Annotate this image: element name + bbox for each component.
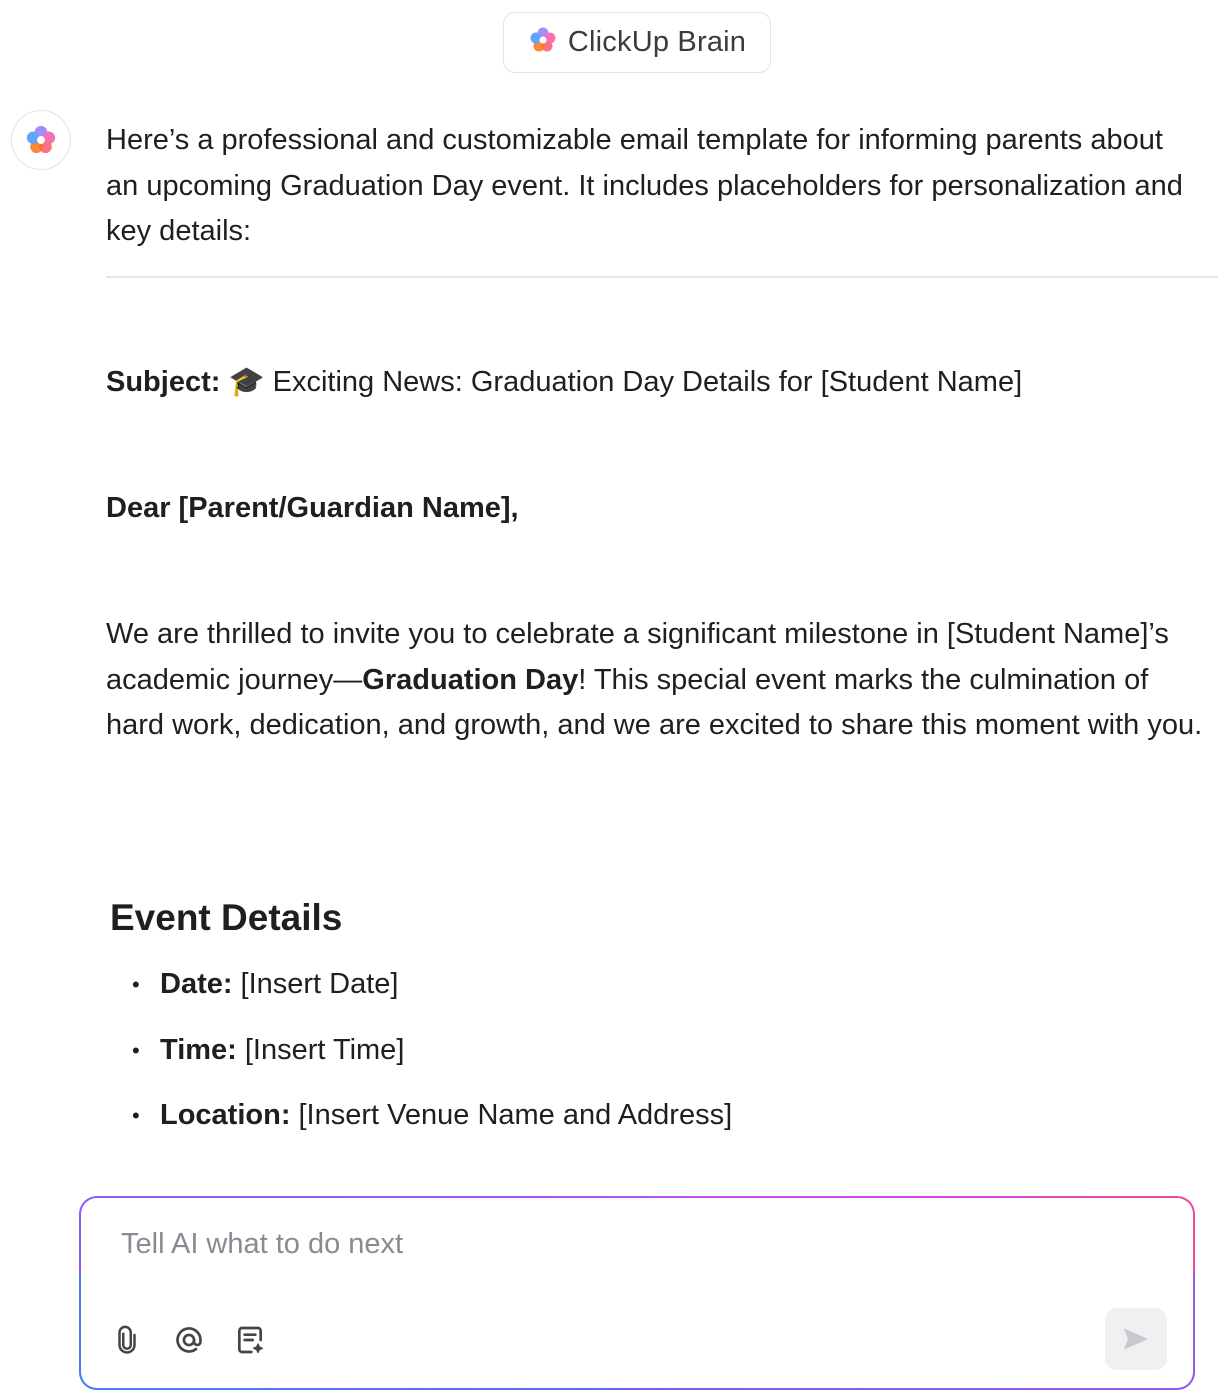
message-intro: Here’s a professional and customizable email template for informing parents about an upcoming Graduation Day event. It includes placeholders for personalization and key details:: [106, 124, 1183, 247]
list-item: [132, 962, 732, 1028]
detail-value: [Insert Time]: [244, 1033, 405, 1066]
ai-note-button[interactable]: [230, 1320, 270, 1360]
event-details-list: [132, 962, 732, 1159]
clickup-brain-header[interactable]: [503, 12, 771, 73]
email-subject: [106, 360, 1022, 405]
body-text-end: ! This special event marks the culmination of hard work, dedication, and growth, and we are excited to share this moment with you.: [106, 663, 1203, 741]
clickup-brain-icon: [24, 123, 58, 157]
section-title: Event Details: [110, 897, 343, 938]
email-greeting: Dear [Parent/Guardian Name],: [106, 492, 519, 524]
detail-value: [Insert Venue Name and Address]: [298, 1099, 733, 1131]
subject-text: Exciting News: Graduation Day Details for [Student Name]: [272, 366, 1023, 398]
header-title: ClickUp Brain: [567, 26, 747, 58]
ai-composer: [79, 1196, 1195, 1390]
subject-label: Subject:: [106, 366, 221, 398]
attach-button[interactable]: [107, 1320, 147, 1360]
email-body: [106, 612, 1206, 749]
composer-body: [81, 1198, 1193, 1388]
detail-label: Date:: [160, 968, 233, 1000]
ai-note-icon: [234, 1324, 266, 1356]
paperclip-icon: [112, 1325, 142, 1355]
list-item: [132, 1028, 732, 1094]
body-text-start: We are thrilled to invite you to celebrate a significant milestone in [Student Name]’s academic journey—: [106, 618, 1169, 696]
divider: [106, 276, 1218, 278]
prompt-input[interactable]: [121, 1228, 1101, 1261]
clickup-brain-icon: [528, 25, 558, 60]
at-mention-icon: [173, 1324, 205, 1356]
mention-button[interactable]: [169, 1320, 209, 1360]
bullet: •: [132, 1037, 140, 1063]
graduation-cap-icon: 🎓: [228, 366, 265, 398]
bullet: •: [132, 1103, 140, 1128]
ai-avatar: [11, 110, 71, 170]
detail-label: Time:: [160, 1033, 237, 1066]
bullet: •: [132, 972, 140, 997]
send-icon: [1120, 1323, 1152, 1355]
list-item: [132, 1093, 732, 1159]
ai-message: [106, 118, 1218, 255]
body-text-bold: Graduation Day: [362, 663, 579, 696]
detail-value: [Insert Date]: [240, 968, 399, 1000]
detail-label: Location:: [160, 1099, 291, 1131]
send-button[interactable]: [1105, 1308, 1167, 1370]
